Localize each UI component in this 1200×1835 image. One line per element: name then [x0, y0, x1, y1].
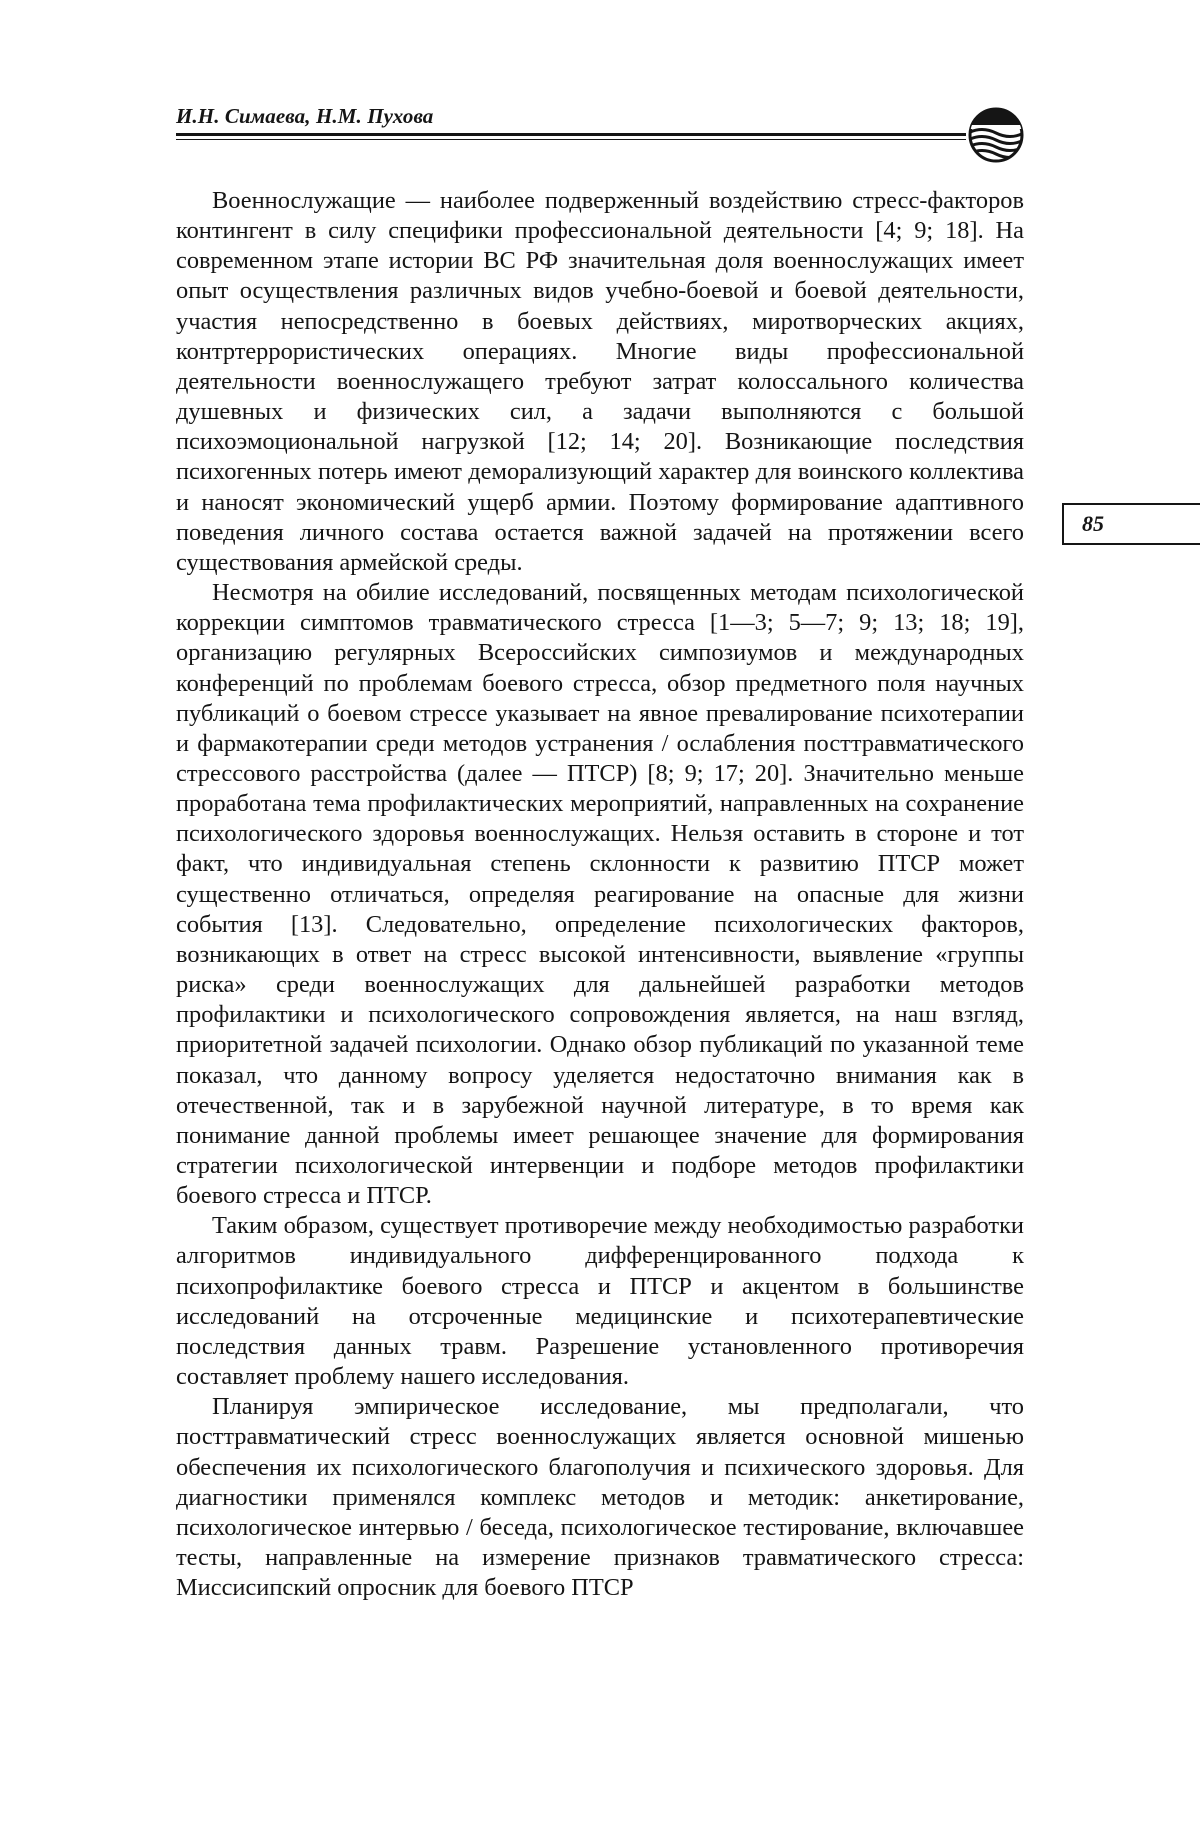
paragraph: Таким образом, существует противоречие между необходимостью разработки алгоритмов индивидуального дифференцированного подхода к психопрофилактике боевого стресса и ПТСР и акцентом в большинстве исследований на отсроченные медицинские и психотерапевтические последствия данных травм. Разрешение установленного противоречия составляет проблему нашего исследования. [176, 1212, 1024, 1391]
paragraph: Несмотря на обилие исследований, посвященных методам психологической коррекции симптомов травматического стресса [1—3; 5—7; 9; 13; 18; 19], организацию регулярных Всероссийских симпозиумов и международных конференций по проблемам боевого стресса, обзор предметного поля научных публикаций о боевом стрессе указывает на явное превалирование психотерапии и фармакотерапии среди методов устранения / ослабления посттравматического стрессового расстройства (далее — ПТСР) [8; 9; 17; 20]. Значительно меньше проработана тема профилактических мероприятий, направленных на сохранение психологического здоровья военнослужащих. Нельзя оставить в стороне и тот факт, что индивидуальная степень склонности к развитию ПТСР может существенно отличаться, определяя реагирование на опасные для жизни события [13]. Следовательно, определение психологических факторов, возникающих в ответ на стресс высокой интенсивности, выявление «группы риска» среди военнослужащих для дальнейшей разработки методов профилактики и психологического сопровождения является, на наш взгляд, приоритетной задачей психологии. Однако обзор публикаций по указанной теме показал, что данному вопросу уделяется недостаточно внимания как в отечественной, так и в зарубежной научной литературе, в то время как понимание данной проблемы имеет решающее значение для формирования стратегии психологической интервенции и подборе методов профилактики боевого стресса и ПТСР. [176, 579, 1024, 1210]
journal-emblem-icon [966, 106, 1026, 164]
page-number: 85 [1082, 511, 1104, 536]
paragraph: Военнослужащие — наиболее подверженный воздействию стресс-факторов контингент в силу специфики профессиональной деятельности [4; 9; 18]. На современном этапе истории ВС РФ значительная доля военнослужащих имеет опыт осуществления различных видов учебно-боевой и боевой деятельности, участия непосредственно в боевых действиях, миротворческих акциях, контртеррористических операциях. Многие виды профессиональной деятельности военнослужащего требуют затрат колоссального количества душевных и физических сил, а задачи выполняются с большой психоэмоциональной нагрузкой [12; 14; 20]. Возникающие последствия психогенных потерь имеют деморализующий характер для воинского коллектива и наносят экономический ущерб армии. Поэтому формирование адаптивного поведения личного состава остается важной задачей на протяжении всего существования армейской среды. [176, 187, 1024, 576]
running-header-authors: И.Н. Симаева, Н.М. Пухова [176, 104, 434, 128]
page-number-tab [1062, 503, 1200, 545]
header-rule [176, 133, 966, 136]
paragraph: Планируя эмпирическое исследование, мы предполагали, что посттравматический стресс военнослужащих является основной мишенью обеспечения их психологического благополучия и психического здоровья. Для диагностики применялся комплекс методов и методик: анкетирование, психологическое интервью / беседа, психологическое тестирование, включавшее тесты, направленные на измерение признаков травматического стресса: Миссисипский опросник для боевого ПТСР [176, 1393, 1024, 1602]
article-body [176, 186, 1024, 1603]
header-rule-thin [176, 139, 966, 140]
